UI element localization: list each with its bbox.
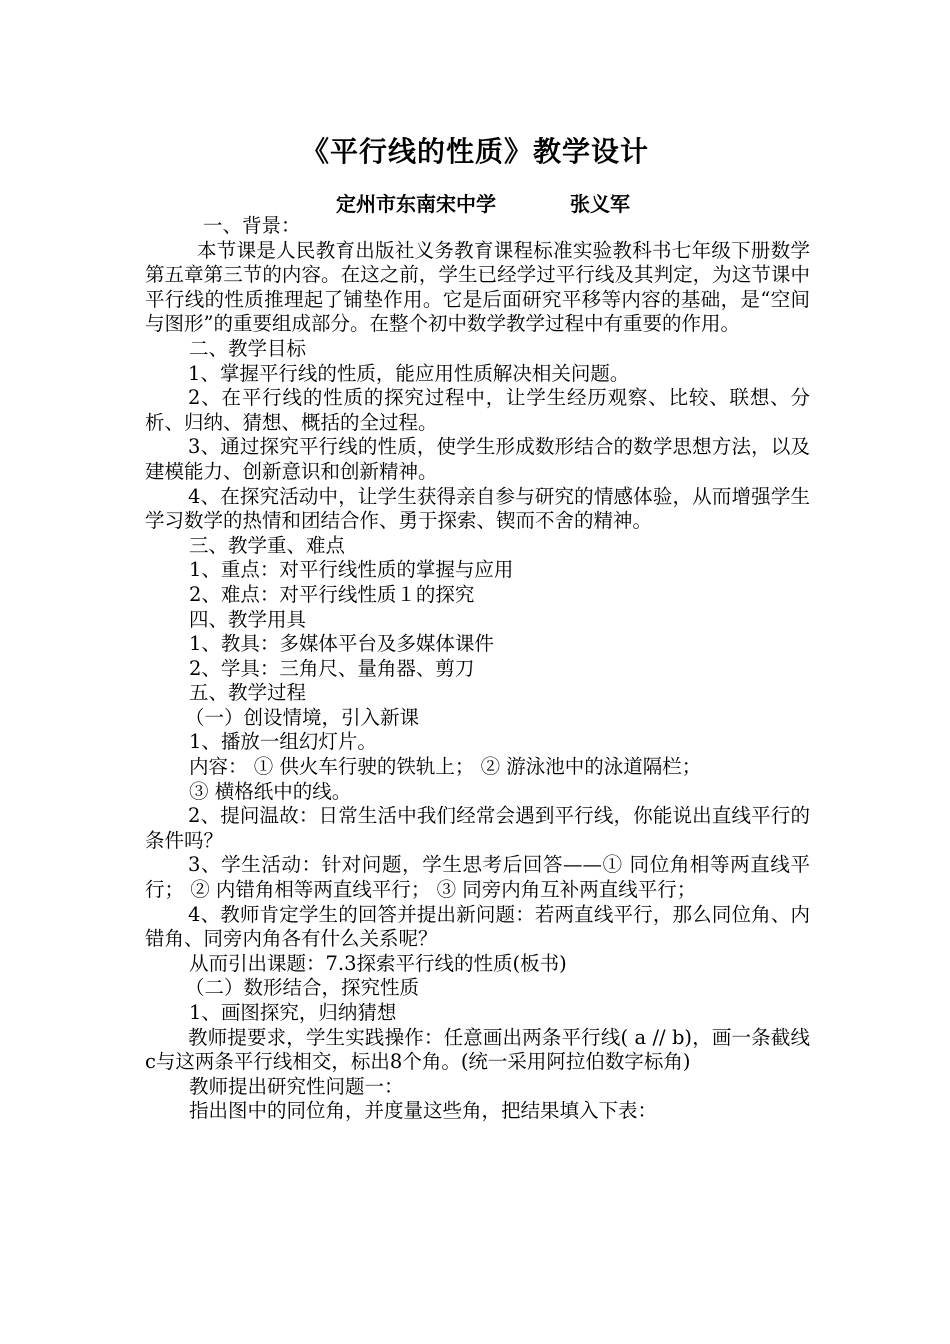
paragraph-practice: 教师提要求，学生实践操作：任意画出两条平行线( a // b)，画一条截线c与这两条平行线相交，标出8个角。(统一采用阿拉伯数字标角) <box>145 1025 810 1074</box>
paragraph-slide-content-cont: ③ 横格纸中的线。 <box>189 779 352 803</box>
subsection-heading-intro: （一）创设情境，引入新课 <box>185 705 420 729</box>
author-school: 定州市东南宋中学 <box>336 192 496 216</box>
paragraph-goal-2: 2、在平行线的性质的探究过程中，让学生经历观察、比较、联想、分析、归纳、猜想、概括的全过程。 <box>145 386 810 434</box>
author-line <box>336 188 630 217</box>
subsection-heading-explore: （二）数形结合，探究性质 <box>185 976 420 1000</box>
paragraph-slide-content: 内容： ① 供火车行驶的铁轨上； ② 游泳池中的泳道隔栏； <box>189 755 702 779</box>
paragraph-student-tools: 2、学具：三角尺、量角器、剪刀 <box>189 656 475 680</box>
paragraph-student-activity: 3、学生活动：针对问题，学生思考后回答——① 同位角相等两直线平行； ② 内错角相等两直线平行； ③ 同旁内角互补两直线平行； <box>145 853 810 902</box>
author-name: 张义军 <box>570 192 630 216</box>
section-heading-process: 五、教学过程 <box>189 681 307 705</box>
paragraph-teacher-tools: 1、教具：多媒体平台及多媒体课件 <box>189 632 494 656</box>
paragraph-key-point: 1、重点：对平行线性质的掌握与应用 <box>189 558 514 582</box>
paragraph-background: 本节课是人民教育出版社义务教育课程标准实验教科书七年级下册数学第五章第三节的内容。在这之前，学生已经学过平行线及其判定，为这节课中平行线的性质推理起了铺垫作用。它是后面研究平移等内容的基础，是“空间与图形”的重要组成部分。在整个初中数学教学过程中有重要的作用。 <box>145 238 810 336</box>
paragraph-slides: 1、播放一组幻灯片。 <box>189 730 377 754</box>
paragraph-goal-4: 4、在探究活动中，让学生获得亲自参与研究的情感体验，从而增强学生学习数学的热情和团结合作、勇于探索、锲而不舍的精神。 <box>145 484 810 533</box>
section-heading-tools: 四、教学用具 <box>189 607 307 631</box>
paragraph-research-question: 教师提出研究性问题一： <box>189 1074 404 1098</box>
paragraph-instruction: 指出图中的同位角，并度量这些角，把结果填入下表： <box>189 1099 658 1123</box>
paragraph-review-question: 2、提问温故：日常生活中我们经常会遇到平行线，你能说出直线平行的条件吗？ <box>145 804 810 852</box>
paragraph-goal-1: 1、掌握平行线的性质，能应用性质解决相关问题。 <box>188 361 630 385</box>
paragraph-draw-explore: 1、画图探究，归纳猜想 <box>189 1001 397 1024</box>
paragraph-difficulty: 2、难点：对平行线性质１的探究 <box>189 582 475 606</box>
paragraph-lesson-topic: 从而引出课题：7.3探索平行线的性质(板书) <box>189 951 567 975</box>
section-heading-goals: 二、教学目标 <box>189 336 307 360</box>
document-title: 《平行线的性质》教学设计 <box>300 135 649 168</box>
section-heading-background: 一、背景： <box>203 214 301 237</box>
paragraph-goal-3: 3、通过探究平行线的性质，使学生形成数形结合的数学思想方法，以及建模能力、创新意识和创新精神。 <box>145 435 810 483</box>
section-heading-key-points: 三、教学重、难点 <box>189 533 346 557</box>
document-body <box>145 214 810 1124</box>
paragraph-new-question: 4、教师肯定学生的回答并提出新问题：若两直线平行，那么同位角、内错角、同旁内角各有什么关系呢？ <box>145 902 810 951</box>
